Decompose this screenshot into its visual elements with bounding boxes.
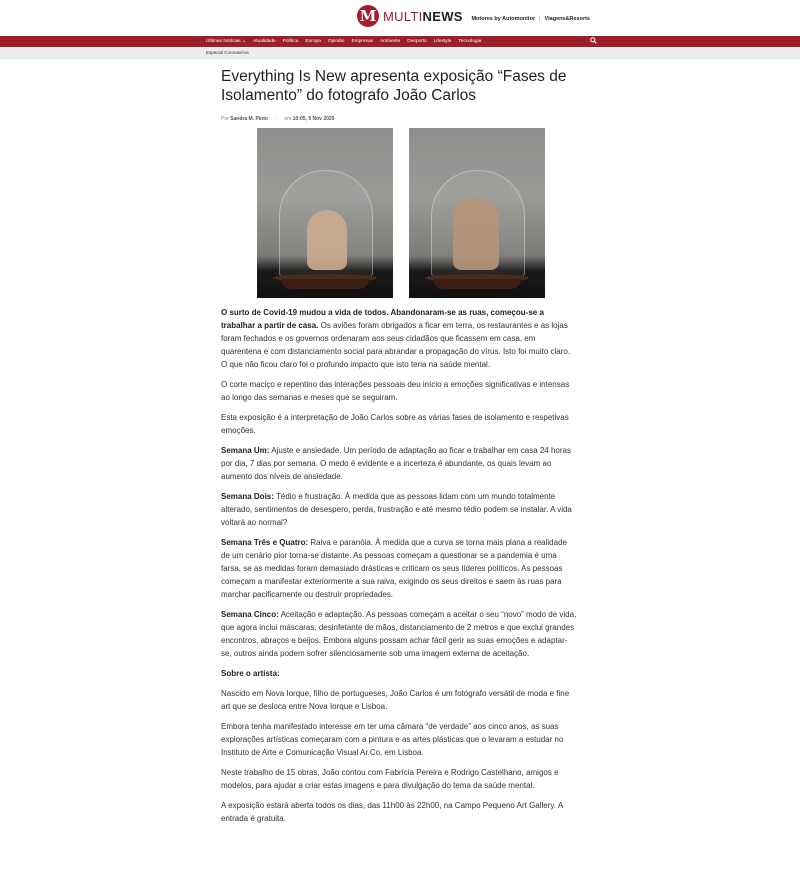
search-icon-glyph <box>590 37 597 44</box>
nav-item-ultimas[interactable]: Últimas Notícias ⌄ <box>206 39 247 44</box>
nav-item-empresas[interactable]: Empresas <box>351 39 374 44</box>
jar-base <box>433 279 521 289</box>
meta-separator: · <box>275 116 278 122</box>
week-text: Raiva e paranóia. À medida que a curva se torna mais plana a realidade de um cenário pior torna-se distante. As pessoas começam a questionar se a pandemia é uma farsa, se as medidas foram demasiado drásticas e criticam os seus líderes políticos. As pessoas começam a manifestar exteriormente a sua raiva, exigindo os seus direitos e saem às ruas para marchar pacificamente ou destruir propriedades. <box>221 538 567 599</box>
week-text: Tédio e frustração. À medida que as pessoas lidam com um mundo totalmente alterado, sentimentos de desespero, perda, frustração e até mesmo tédio podem se instalar. A vida voltará ao normal? <box>221 492 572 527</box>
partner-separator: | <box>539 16 541 22</box>
week-five-paragraph <box>221 608 577 660</box>
partner-link-viagens[interactable]: Viagens&Resorts <box>544 16 590 22</box>
nav-item-tecnologia[interactable]: Tecnologia <box>458 39 482 44</box>
photo-woman-in-bell-jar <box>257 128 393 298</box>
partner-links <box>471 16 590 22</box>
paragraph: O corte maciço e repentino das interações pessoais deu início a emoções significativas e intensas ao longo das semanas e meses que se seguiram. <box>221 380 570 402</box>
logo-multi: MULTI <box>383 8 423 24</box>
lead-rest: Os aviões foram obrigados a ficar em terra, os restaurantes e as lojas foram fechados e os governos ordenaram aos seus cidadãos que ficassem em casa, em quarentena e com distanciamento social para abrandar a propagação do vírus. Isto foi muito claro. O que não ficou claro foi o profundo impacto que isto teria na saúde mental. <box>221 321 571 369</box>
site-header <box>0 0 800 35</box>
week-label: Semana Cinco: <box>221 610 279 619</box>
author-name[interactable]: Sandra M. Pinto <box>230 116 268 122</box>
week-text: Ajuste e ansiedade. Um período de adaptação ao ficar e trabalhar em casa 24 horas por dia, 7 dias por semana. O medo é evidente e a incerteza é abundante, os quais levam ao aumento dos níveis de ansiedade. <box>221 446 571 481</box>
nav-item-atualidade[interactable]: Atualidade <box>253 39 276 44</box>
main-nav <box>0 36 800 47</box>
search-icon[interactable] <box>589 37 598 46</box>
logo-wordmark <box>383 9 463 24</box>
week-label: Semana Dois: <box>221 492 274 501</box>
artist-heading: Sobre o artista: <box>221 669 280 678</box>
date-prefix: em <box>284 116 292 122</box>
article-header <box>221 67 577 122</box>
nav-item-desporto[interactable]: Desporto <box>407 39 427 44</box>
lead-bold: O surto de Covid-19 mudou a vida de todos. Abandonaram-se as ruas, começou-se a trabalhar a partir de casa. <box>221 308 544 330</box>
paragraph: Neste trabalho de 15 obras, João contou com Fabrícia Pereira e Rodrigo Castelhano, amigos e modelos, para ajudar a criar estas imagens e para divulgação do tema da saúde mental. <box>221 768 559 790</box>
nav-item-politica[interactable]: Política <box>282 39 299 44</box>
paragraph: Nascido em Nova Iorque, filho de portugueses, João Carlos é um fotógrafo versátil de moda e fine art que se desloca entre Nova Iorque e Lisboa. <box>221 689 570 711</box>
week-two-paragraph <box>221 490 577 529</box>
photo-man-in-bell-jar <box>409 128 545 298</box>
paragraph: Esta exposição é a interpretação de João Carlos sobre as várias fases de isolamento e respetivas emoções. <box>221 413 569 435</box>
week-text: Aceitação e adaptação. As pessoas começam a aceitar o seu “novo” modo de vida, que agora inclui máscaras, desinfetante de mãos, distanciamento de 2 metros e que exclui grandes encontros, abraços e beijos. Embora alguns possam achar fácil gerir as suas emoções e adaptar-se, outros ainda podem sofrer silenciosamente sob uma imagem externa de aceitação. <box>221 610 577 658</box>
week-label: Semana Três e Quatro: <box>221 538 309 547</box>
special-topic-bar <box>0 47 800 59</box>
bell-jar <box>279 170 373 277</box>
nav-item-ambiente[interactable]: Ambiente <box>380 39 401 44</box>
week-one-paragraph <box>221 444 577 483</box>
lead-paragraph <box>221 306 577 371</box>
nav-item-europa[interactable]: Europa <box>305 39 321 44</box>
nav-item-lifestyle[interactable]: Lifestyle <box>433 39 452 44</box>
author-prefix: Por <box>221 116 229 122</box>
nav-item-opiniao[interactable]: Opinião <box>327 39 345 44</box>
article-body <box>221 306 577 832</box>
article-title: Everything Is New apresenta exposição “Fases de Isolamento” do fotografo João Carlos <box>221 68 567 104</box>
article-meta <box>221 116 577 122</box>
paragraph: Embora tenha manifestado interesse em ter uma câmara “de verdade” aos cinco anos, as suas explorações artísticas começaram com a pintura e as artes plásticas que o levaram a estudar no Instituto de Arte e Comunicação Visual Ar.Co, em Lisboa. <box>221 722 564 757</box>
week-three-four-paragraph <box>221 536 577 601</box>
week-label: Semana Um: <box>221 446 270 455</box>
publish-date: 10:05, 9 Nov 2020 <box>292 116 335 122</box>
nav-items <box>206 36 488 47</box>
bell-jar <box>431 170 525 277</box>
special-topic-link[interactable]: Especial Coronavírus <box>206 50 249 55</box>
logo-news: NEWS <box>422 8 463 24</box>
paragraph: A exposição estará aberta todos os dias, das 11h00 às 22h00, na Campo Pequeno Art Gallery. A entrada é gratuita. <box>221 801 563 823</box>
jar-base <box>281 279 369 289</box>
article-photos <box>257 128 545 298</box>
site-logo[interactable] <box>357 5 463 27</box>
logo-mark: M <box>357 5 379 27</box>
partner-link-motores[interactable]: Motores by Automonitor <box>471 16 536 22</box>
